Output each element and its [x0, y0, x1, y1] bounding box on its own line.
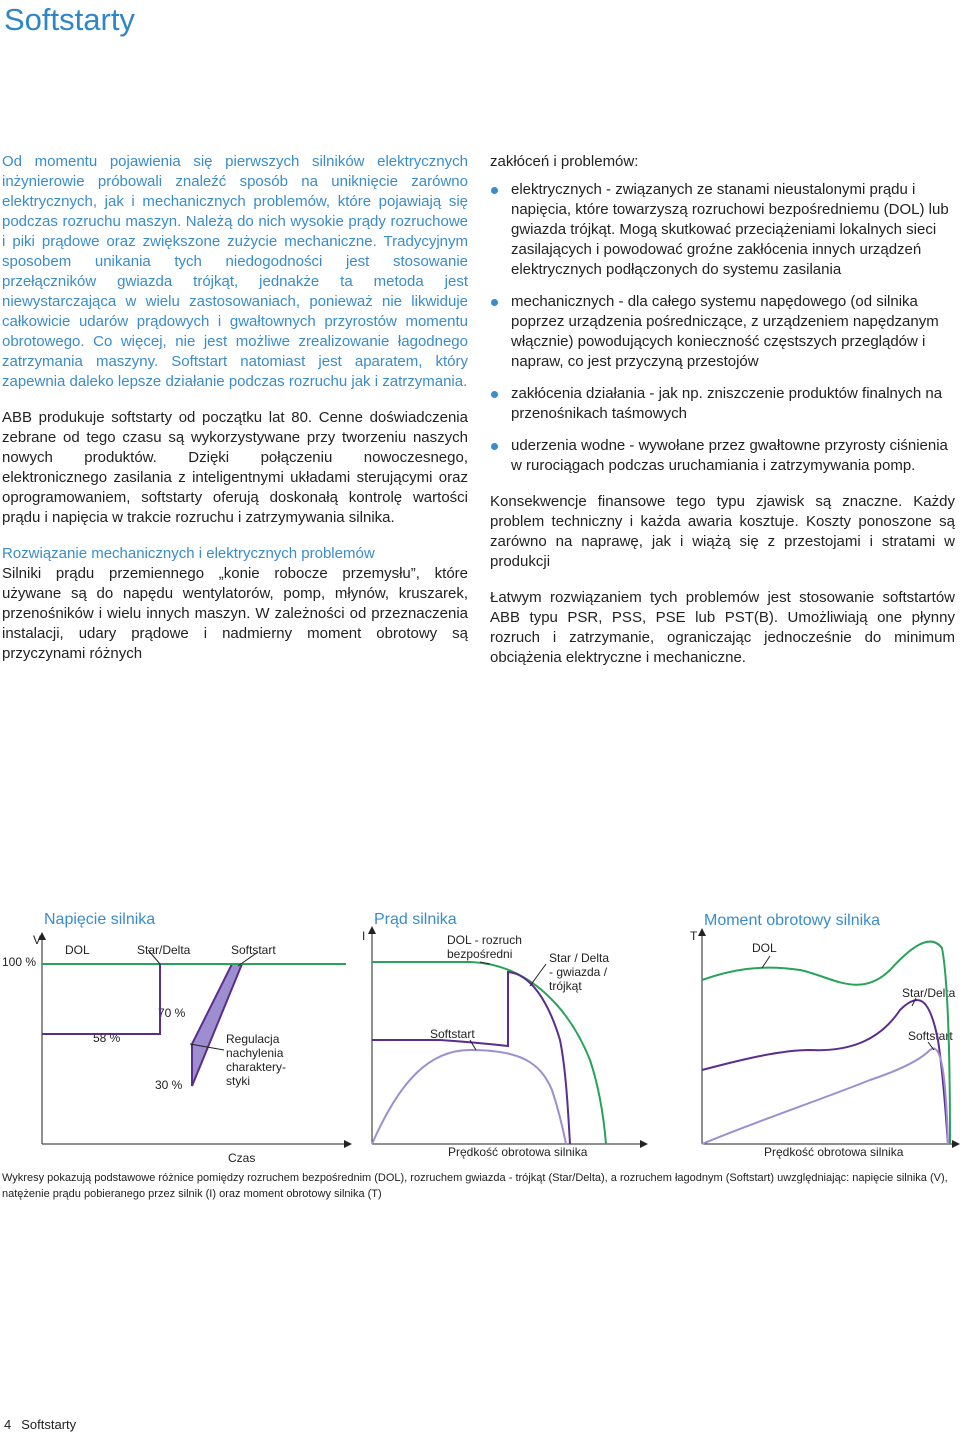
current-label-sd-2: - gwiazda /: [549, 965, 608, 979]
voltage-star-delta-line: [42, 964, 160, 1034]
list-item: zakłócenia działania - jak np. zniszczenie produktów finalnych na przenośnikach taśmowych: [490, 384, 955, 424]
current-chart: [362, 911, 644, 1159]
figure-caption: Wykresy pokazują podstawowe różnice pomiędzy rozruchem bezpośrednim (DOL), rozruchem gwiazda - trójkąt (Star/Delta), a rozruchem łagodnym (Softstart) uwzględniając: napięcie silnika (V), natężenie prądu pobieranego przez silnik (I) oraz moment obrotowy silnika (T): [2, 1172, 948, 1200]
torque-chart-title: Moment obrotowy silnika: [704, 912, 881, 929]
torque-label-softstart: Softstart: [908, 1029, 953, 1043]
costs-paragraph: Konsekwencje finansowe tego typu zjawisk są znaczne. Każdy problem techniczny i każda awaria kosztuje. Koszty ponoszone są zarówno na naprawę, jak i wiążą się z przestojami i stratami w produkcji: [490, 493, 955, 570]
voltage-y-label: V: [33, 933, 42, 947]
intro-text-a: Od momentu pojawienia się pierwszych silników elektrycznych inżynierowie próbowali znaleźć sposób na uniknięcie zarówno elektrycznych, jak i mechanicznych problemów, które pojawiają się podczas rozruchu maszyn. Należą do nich wysokie prądy rozruchowe i piki prądowe oraz zwiększone zużycie mechaniczne.: [2, 153, 468, 250]
current-label-sd-3: trójkąt: [549, 979, 582, 993]
section-subheading: Rozwiązanie mechanicznych i elektrycznych problemów: [2, 545, 375, 562]
intro-paragraph: [2, 152, 468, 392]
solution-paragraph: [2, 544, 468, 664]
bullet-icon: [491, 443, 498, 450]
torque-x-label: Prędkość obrotowa silnika: [764, 1145, 904, 1159]
problems-intro: zakłóceń i problemów:: [490, 153, 639, 170]
current-label-sd-1: Star / Delta: [549, 951, 610, 965]
torque-softstart-line: [702, 1048, 948, 1144]
voltage-tick-100: 100 %: [2, 955, 37, 969]
abb-solution-paragraph: Łatwym rozwiązaniem tych problemów jest stosowanie softstartów ABB typu PSR, PSS, PSE lub PST(B). Umożliwiają one płynny rozruch i zatrzymanie, ograniczając jednocześnie do minimum obciążenia elektryczne i mechaniczne.: [490, 589, 955, 666]
ramp-label-4: styki: [226, 1074, 250, 1088]
voltage-label-star-delta: Star/Delta: [137, 943, 191, 957]
voltage-x-label: Czas: [228, 1151, 256, 1165]
bullet-icon: [491, 299, 498, 306]
torque-dol-pointer: [762, 956, 770, 968]
current-y-label: I: [362, 929, 366, 943]
list-item: elektrycznych - związanych ze stanami nieustalonymi prądu i napięcia, które towarzyszą rozruchowi bezpośredniemu (DOL) lub gwiazda trójkąt. Mogą skutkować przeciążeniami lokalnych sieci zasilających i powodować groźne zakłócenia innych urządzeń elektrycznych podłączonych do systemu zasilania: [490, 180, 955, 280]
current-label-dol-1: DOL - rozruch: [447, 933, 522, 947]
torque-chart: [690, 912, 956, 1159]
list-item: mechanicznych - dla całego systemu napędowego (od silnika poprzez urządzenia pośredniczące, z urządzeniem napędzanym włącznie) powodujących konieczność częstszych przeglądów i napraw, co jest przyczyną przestojów: [490, 292, 955, 372]
right-column: [490, 152, 955, 684]
bullet-icon: [491, 391, 498, 398]
current-x-label: Prędkość obrotowa silnika: [448, 1145, 588, 1159]
footer-title: Softstarty: [21, 1417, 77, 1432]
solution-text: Silniki prądu przemiennego „konie robocze przemysłu”, które używane są do napędu wentylatorów, pomp, młynów, kruszarek, przenośników i wielu innych maszyn. W zależności od przeznaczenia instalacji, udary prądowe i nadmierny moment obrotowy są przyczynami różnych: [2, 565, 468, 662]
current-star-delta-line: [372, 972, 570, 1144]
current-label-softstart: Softstart: [430, 1027, 475, 1041]
voltage-label-dol: DOL: [65, 943, 90, 957]
voltage-chart: [2, 911, 348, 1165]
comparison-figures: [0, 900, 960, 1170]
torque-label-dol: DOL: [752, 941, 777, 955]
voltage-tick-58: 58 %: [93, 1031, 121, 1045]
page-title: Softstarty: [4, 2, 135, 37]
current-chart-title: Prąd silnika: [374, 911, 457, 928]
ramp-label-1: Regulacja: [226, 1032, 280, 1046]
list-item: uderzenia wodne - wywołane przez gwałtowne przyrosty ciśnienia w rurociągach podczas uruchamiania i zatrzymywania pomp.: [490, 436, 955, 476]
current-softstart-pointer: [470, 1040, 476, 1050]
problems-list: [490, 180, 955, 476]
current-sd-pointer: [530, 964, 546, 986]
page-footer: [4, 1417, 76, 1432]
page-number: 4: [4, 1417, 12, 1432]
ramp-label-2: nachylenia: [226, 1046, 284, 1060]
voltage-chart-title: Napięcie silnika: [44, 911, 156, 928]
voltage-tick-30: 30 %: [155, 1078, 183, 1092]
torque-label-star-delta: Star/Delta: [902, 986, 956, 1000]
voltage-tick-70: 70 %: [158, 1006, 186, 1020]
torque-y-label: T: [690, 929, 698, 943]
intro-text-b: Tradycyjnym sposobem unikania tych niedogodności jest stosowanie przełączników gwiazda trójkąt, jednakże ta metoda jest niewystarczająca w wielu zastosowaniach, ponieważ nie likwiduje całkowicie udarów prądowych i gwałtownych przyrostów momentu obrotowego. Co więcej, nie jest możliwe zrealizowanie łagodnego zatrzymania maszyny. Softstart natomiast jest aparatem, który zapewnia daleko lepsze działanie podczas rozruchu jak i zatrzymania.: [2, 233, 468, 390]
torque-star-delta-line: [702, 1000, 948, 1144]
abb-paragraph: ABB produkuje softstarty od początku lat 80. Cenne doświadczenia zebrane od tego czasu są wykorzystywane przy tworzeniu naszych nowych produktów. Dzięki połączeniu nowoczesnego, elektronicznego zasilania z inteligentnymi układami sterującymi oraz oprogramowaniem, softstarty oferują doskonałą kontrolę wartości prądu i napięcia w trakcie rozruchu i zatrzymywania silnika.: [2, 409, 468, 526]
current-label-dol-2: bezpośredni: [447, 947, 513, 961]
voltage-label-softstart: Softstart: [231, 943, 276, 957]
current-softstart-line: [372, 1050, 566, 1144]
ramp-label-3: charaktery-: [226, 1060, 287, 1074]
bullet-icon: [491, 187, 498, 194]
left-column: [2, 152, 468, 680]
